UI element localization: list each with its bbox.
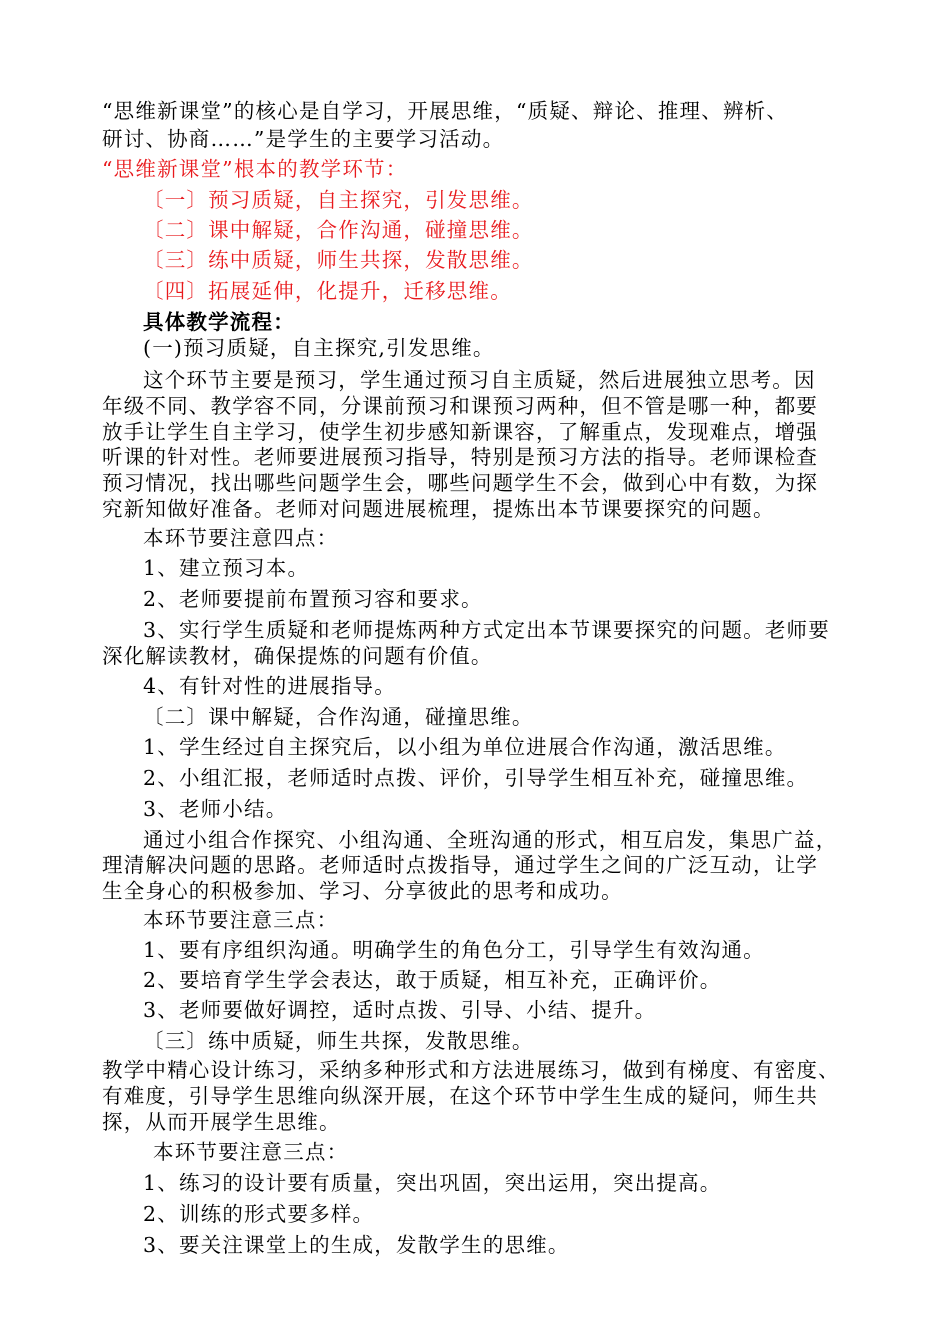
list-item: 2、小组汇报，老师适时点拨、评价，引导学生相互补充，碰撞思维。: [143, 766, 809, 790]
text-line: 研讨、协商……”是学生的主要学习活动。: [102, 127, 505, 151]
list-item: 1、要有序组织沟通。明确学生的角色分工，引导学生有效沟通。: [143, 938, 765, 962]
text-line: 通过小组合作探究、小组沟通、全班沟通的形式，相互启发，集思广益，: [143, 828, 838, 852]
list-item: 4、有针对性的进展指导。: [143, 674, 396, 698]
list-item: 1、建立预习本。: [143, 556, 310, 580]
text-line: 有难度，引导学生思维向纵深开展，在这个环节中学生生成的疑问，师生共: [102, 1084, 819, 1108]
list-item: 〔二〕课中解疑，合作沟通，碰撞思维。: [143, 218, 534, 242]
list-item: 3、要关注课堂上的生成，发散学生的思维。: [143, 1233, 570, 1257]
subsection-heading: 〔三〕练中质疑，师生共探，发散思维。: [143, 1029, 534, 1053]
list-item: 3、实行学生质疑和老师提炼两种方式定出本节课要探究的问题。老师要: [143, 618, 830, 642]
text-line: 生全身心的积极参加、学习、分享彼此的思考和成功。: [102, 879, 623, 903]
list-item: 1、练习的设计要有质量，突出巩固，突出运用，突出提高。: [143, 1171, 722, 1195]
section-heading: “思维新课堂”根本的教学环节：: [102, 157, 408, 181]
text-line: 探，从而开展学生思维。: [102, 1110, 341, 1134]
text-line: 放手让学生自主学习，使学生初步感知新课容，了解重点，发现难点，增强: [102, 420, 819, 444]
list-item: 2、老师要提前布置预习容和要求。: [143, 587, 483, 611]
text-line: 教学中精心设计练习，采纳多种形式和方法进展练习，做到有梯度、有密度、: [102, 1058, 840, 1082]
section-heading: 具体教学流程：: [143, 310, 295, 334]
text-line: 本环节要注意三点：: [143, 908, 339, 932]
subsection-heading: (一)预习质疑，自主探究,引发思维。: [143, 336, 495, 360]
text-line: 年级不同、教学容不同，分课前预习和课预习两种，但不管是哪一种，都要: [102, 394, 819, 418]
list-item: 2、要培育学生学会表达，敢于质疑，相互补充，正确评价。: [143, 968, 722, 992]
text-line: 理清解决问题的思路。老师适时点拨指导，通过学生之间的广泛互动，让学: [102, 853, 819, 877]
text-line: “思维新课堂”的核心是自学习，开展思维，“质疑、辩论、推理、辨析、: [102, 99, 789, 123]
text-line: 本环节要注意四点：: [143, 526, 339, 550]
text-line: 本环节要注意三点：: [153, 1140, 349, 1164]
list-item: 〔一〕预习质疑，自主探究，引发思维。: [143, 188, 534, 212]
list-item: 〔三〕练中质疑，师生共探，发散思维。: [143, 248, 534, 272]
text-line: 深化解读教材，确保提炼的问题有价值。: [102, 644, 493, 668]
subsection-heading: 〔二〕课中解疑，合作沟通，碰撞思维。: [143, 705, 534, 729]
list-item: 2、训练的形式要多样。: [143, 1202, 375, 1226]
text-line: 听课的针对性。老师要进展预习指导，特别是预习方法的指导。老师课检查: [102, 445, 819, 469]
text-line: 预习情况，找出哪些问题学生会，哪些问题学生不会，做到心中有数，为探: [102, 471, 819, 495]
list-item: 3、老师要做好调控，适时点拨、引导、小结、提升。: [143, 998, 657, 1022]
list-item: 1、学生经过自主探究后，以小组为单位进展合作沟通，激活思维。: [143, 735, 787, 759]
text-line: 这个环节主要是预习，学生通过预习自主质疑，然后进展独立思考。因: [143, 368, 816, 392]
text-line: 究新知做好准备。老师对问题进展梳理，提炼出本节课要探究的问题。: [102, 497, 775, 521]
list-item: 〔四〕拓展延伸，化提升，迁移思维。: [143, 279, 512, 303]
list-item: 3、老师小结。: [143, 797, 288, 821]
